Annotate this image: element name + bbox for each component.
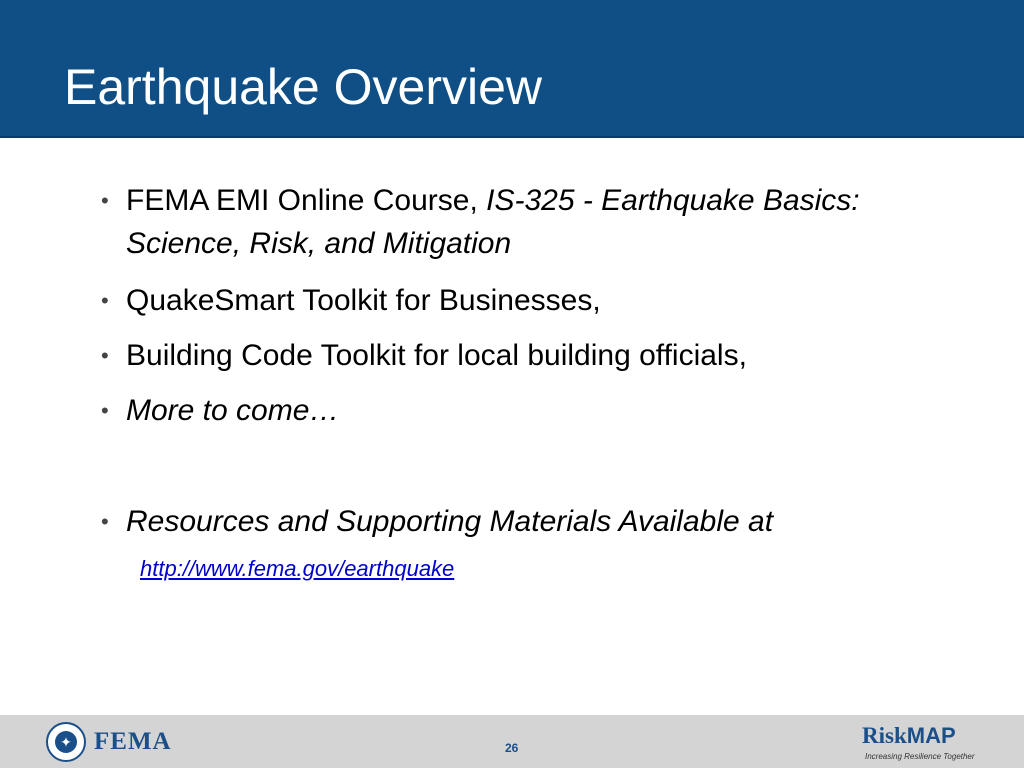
bullet-item <box>101 179 921 265</box>
course-title: IS-325 - Earthquake Basics: Science, Risk, and Mitigation <box>126 184 860 260</box>
bullet-item <box>101 334 921 377</box>
bullet-text: Building Code Toolkit for local building officials, <box>126 339 747 372</box>
bullet-dot-icon: • <box>101 509 109 534</box>
riskmap-logo <box>862 723 956 749</box>
dhs-seal-icon: ✦ <box>46 722 86 762</box>
bullet-text: Resources and Supporting Materials Available at <box>126 505 774 538</box>
earthquake-link[interactable]: http://www.fema.gov/earthquake <box>140 556 455 581</box>
bullet-item <box>101 279 921 322</box>
bullet-dot-icon: • <box>101 398 109 423</box>
bullet-dot-icon: • <box>101 343 109 368</box>
bullet-text: QuakeSmart Toolkit for Businesses, <box>126 284 601 317</box>
bullet-text: More to come… <box>126 394 340 427</box>
riskmap-tagline: Increasing Resilience Together <box>865 752 975 761</box>
page-number: 26 <box>505 741 519 755</box>
bullet-item <box>101 389 921 432</box>
riskmap-risk: Risk <box>862 723 907 748</box>
riskmap-map: MAP <box>906 723 956 748</box>
bullet-text: FEMA EMI Online Course, <box>126 184 487 217</box>
slide-title: Earthquake Overview <box>64 59 543 115</box>
bullet-dot-icon: • <box>101 288 109 313</box>
bullet-item <box>101 500 921 543</box>
title-bar <box>0 0 1024 138</box>
bullet-dot-icon: • <box>101 188 109 213</box>
fema-logo: FEMA <box>94 728 172 755</box>
